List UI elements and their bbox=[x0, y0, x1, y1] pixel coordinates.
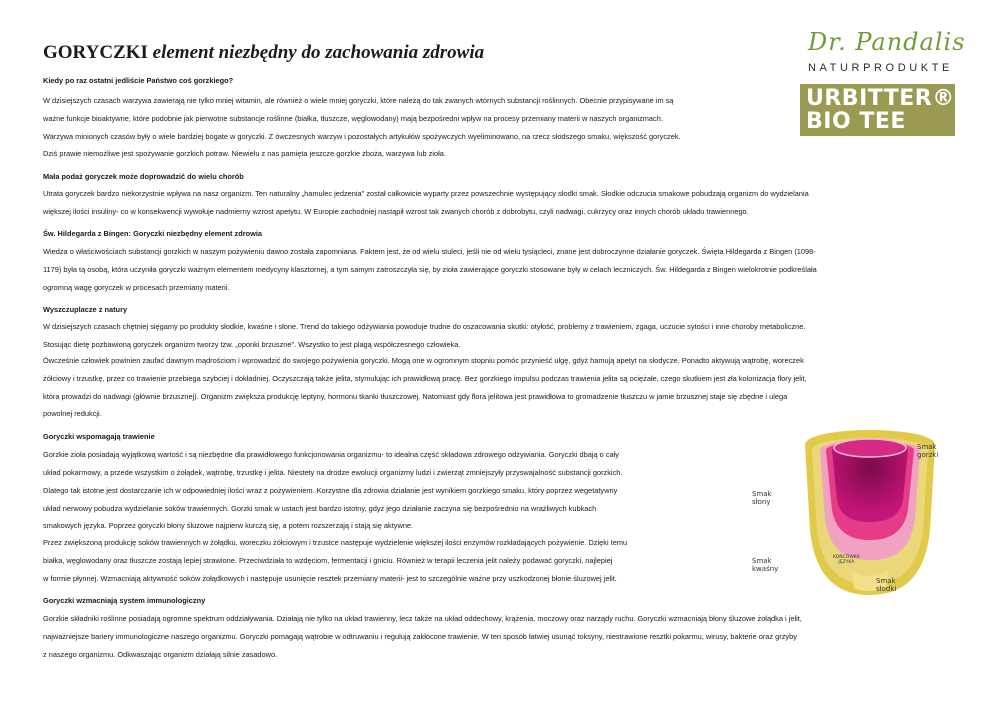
section-line: Stosując dietę pozbawioną goryczek organizm tworzy tzw. „oponki brzuszne". Wszystko to jest plagą współczesnego człowieka. bbox=[43, 340, 461, 349]
section-line: Utrata goryczek bardzo niekorzystnie wpływa na nasz organizm. Ten naturalny „hamulec jedzenia" został całkowicie wyparty przez powszechnie występujący słodki smak. Słodkie odczucia smakowe pobudzają organizm do wydzielania bbox=[43, 189, 809, 198]
section-line: powolnej redukcji. bbox=[43, 409, 102, 418]
section-line: Ówcześnie człowiek powinien zaufać dawnym mądrościom i wprowadzić do swojego pożywienia goryczki. Mogą one w ogromnym stopniu pomóc przynieść ulgę, gdyż hamują apetyt na słodycze. Ponadto aktywują wątrobę, woreczek bbox=[43, 356, 804, 365]
intro-line: ważne funkcje bioaktywne, które podobnie jak pierwotne substancje roślinne (białka, tłuszcze, węglowodany) mają bezpośredni wpływ na procesy przemiany materii w naszych organizmach. bbox=[43, 114, 663, 123]
section-line: układ nerwowy pobudza wydzielanie soków trawiennych. Gorzki smak w ustach jest bardzo istotny, gdyż jego działanie zaczyna się bezpośrednio na wrażliwych kubkach bbox=[43, 504, 597, 513]
section-line: Przez zwiększoną produkcję soków trawiennych w żołądku, woreczku żółciowym i trzustce następuje wydzielenie większej ilości enzymów rozkładających pożywienie. Dzięki temu bbox=[43, 538, 628, 547]
section-heading-diseases: Mała podaż goryczek może doprowadzić do wielu chorób bbox=[43, 172, 244, 181]
section-line: W dzisiejszych czasach chętniej sięgamy po produkty słodkie, kwaśne i słone. Trend do takiego odżywiania powoduje trudne do oszacowania skutki: otyłość, problemy z trawieniem, zgaga, uczucie sytości i inne choroby metaboliczne. bbox=[43, 322, 806, 331]
section-line: z naszego organizmu. Odkwaszając organizm działają silnie zasadowo. bbox=[43, 650, 278, 659]
section-heading-digestion: Goryczki wspomagają trawienie bbox=[43, 432, 155, 441]
section-line: 1179) była tą osobą, która uczyniła goryczki ważnym elementem medycyny klasztornej, a tym samym zatroszczyła się, by zioła zawierające goryczki stosowane były w celach leczniczych. Św. Hildegarda z Bingen wielokrotnie podkreślała bbox=[43, 265, 817, 274]
label-tongue-tip: KOŃCÓWKA JĘZYKA bbox=[833, 555, 860, 565]
section-line: smakowych języka. Poprzez goryczki błony śluzowe najpierw kurczą się, a potem rozszerzają i stają się aktywne. bbox=[43, 521, 414, 530]
section-line: najważniejsze bariery immunologiczne naszego organizmu. Goryczki pomagają wątrobie w odtruwaniu i regulują zakłócone trawienie. W ten sposób łatwiej usunąć toksyny, niestrawione resztki pokarmu, wirusy, bakterie oraz grzyby bbox=[43, 632, 797, 641]
product-name-line2: BIO TEE bbox=[806, 109, 906, 134]
brand-logo-script: Dr. Pandalis bbox=[808, 28, 966, 56]
intro-line: W dzisiejszych czasach warzywa zawierają nie tylko mniej witamin, ale również o wiele mniej goryczki, które należą do tak zwanych wtórnych substancji roślinnych. Obecnie przypisywane im są bbox=[43, 96, 674, 105]
section-line: która prowadzi do nadwagi (głównie brzusznej). Organizm zwiększa produkcję leptyny, hormonu tkanki tłuszczowej. Natomiast gdy flora jelitowa jest prawidłowa to gromadzenie tłuszczu w jamie brzusznej staje się zbędne i ulega bbox=[43, 392, 788, 401]
intro-heading: Kiedy po raz ostatni jedliście Państwo coś gorzkiego? bbox=[43, 76, 234, 85]
label-sweet-taste: Smak słodki bbox=[876, 577, 897, 593]
intro-line: Warzywa minionych czasów były o wiele bardziej bogate w goryczki. Z ówczesnych warzyw i pozostałych artykułów spożywczych wyeliminowano, na rzecz słodszego smaku, większość goryczek. bbox=[43, 132, 681, 141]
section-heading-immune: Goryczki wzmacniają system immunologiczny bbox=[43, 596, 206, 605]
section-line: żółciowy i trzustkę, przez co trawienie przebiega szybciej i dokładniej. Oczyszczają także jelita, stymulując ich prawidłową pracę. Bez gorzkiego impulsu podczas trawienia jelita są ociężałe, czego skutkiem jest zła kolonizacja flory jelit, bbox=[43, 374, 807, 383]
section-line: w formie płynnej. Wzmacniają aktywność soków żołądkowych i następuje usunięcie resztek przemiany materii- jest to szczególnie ważne przy uszkodzonej błonie śluzowej jelit. bbox=[43, 574, 617, 583]
product-banner bbox=[800, 84, 955, 136]
title-main: GORYCZKI bbox=[43, 42, 148, 63]
label-salty-taste: Smak słony bbox=[752, 490, 772, 506]
section-line: Gorzkie zioła posiadają wyjątkową wartość i są niezbędne dla prawidłowego funkcjonowania organizmu- to idealna część składowa zdrowego odżywiania. Goryczki dbają o cały bbox=[43, 450, 619, 459]
section-heading-hildegarda: Św. Hildegarda z Bingen: Goryczki niezbędny element zdrowia bbox=[43, 229, 263, 238]
section-line: białka, węglowodany oraz tłuszcze zostają lepiej strawione. Przeciwdziała to wzdęciom, fermentacji i gniciu. Również w terapii leczenia jelit należy podawać goryczki, najlepiej bbox=[43, 556, 613, 565]
section-line: Gorzkie składniki roślinne posiadają ogromne spektrum oddziaływania. Działają nie tylko na układ trawienny, lecz także na układ oddechowy, krążenia, moczowy oraz narządy ruchu. Goryczki wzmacniają błony śluzowe żołądka i jelit, bbox=[43, 614, 802, 623]
label-bitter-taste: Smak gorzki bbox=[917, 443, 939, 459]
section-line: ogromną wagę goryczek w procesach przemiany materii. bbox=[43, 283, 230, 292]
brand-logo-subtitle: NATURPRODUKTE bbox=[808, 62, 953, 74]
section-line: większej ilości insuliny- co w konsekwencji wywołuje nadmierny wzrost apetytu. W Europie zachodniej nastąpił wzrost tak zwanych chorób z dobrobytu, czyli nadwagi, cukrzycy oraz innych chorób układu trawiennego. bbox=[43, 207, 749, 216]
section-line: Dlatego tak istotne jest dostarczanie ich w odpowiedniej ilości wraz z pożywieniem. Korzystne dla zdrowia działanie jest wynikiem gorzkiego smaku, który poprzez wegetatywny bbox=[43, 486, 618, 495]
product-name-line1: URBITTER® bbox=[806, 86, 955, 111]
intro-line: Dziś prawie niemożliwe jest spożywanie gorzkich potraw. Niewielu z nas pamięta jeszcze gorzkie zboża, warzywa lub zioła. bbox=[43, 149, 446, 158]
label-sour-taste: Smak kwaśny bbox=[752, 557, 779, 573]
title-subtitle: element niezbędny do zachowania zdrowia bbox=[147, 42, 485, 63]
section-line: Wiedza o właściwościach substancji gorzkich w naszym pożywieniu dawno została zapomniana. Faktem jest, że od wielu stuleci, jeśli nie od wielu tysiącleci, znane jest dobroczynne działanie goryczek. Święta Hildegarda z Bingen (1098- bbox=[43, 247, 816, 256]
tongue-bitter-ring bbox=[834, 439, 906, 457]
section-line: układ pokarmowy, a przede wszystkim o żołądek, wątrobę, trzustkę i jelita. Niestety na drodze ewolucji organizmy ludzi i zwierząt zmniejszyły przyswajalność substancji gorzkich. bbox=[43, 468, 623, 477]
page-title bbox=[43, 42, 484, 64]
section-heading-slimming: Wyszczuplacze z natury bbox=[43, 305, 128, 314]
